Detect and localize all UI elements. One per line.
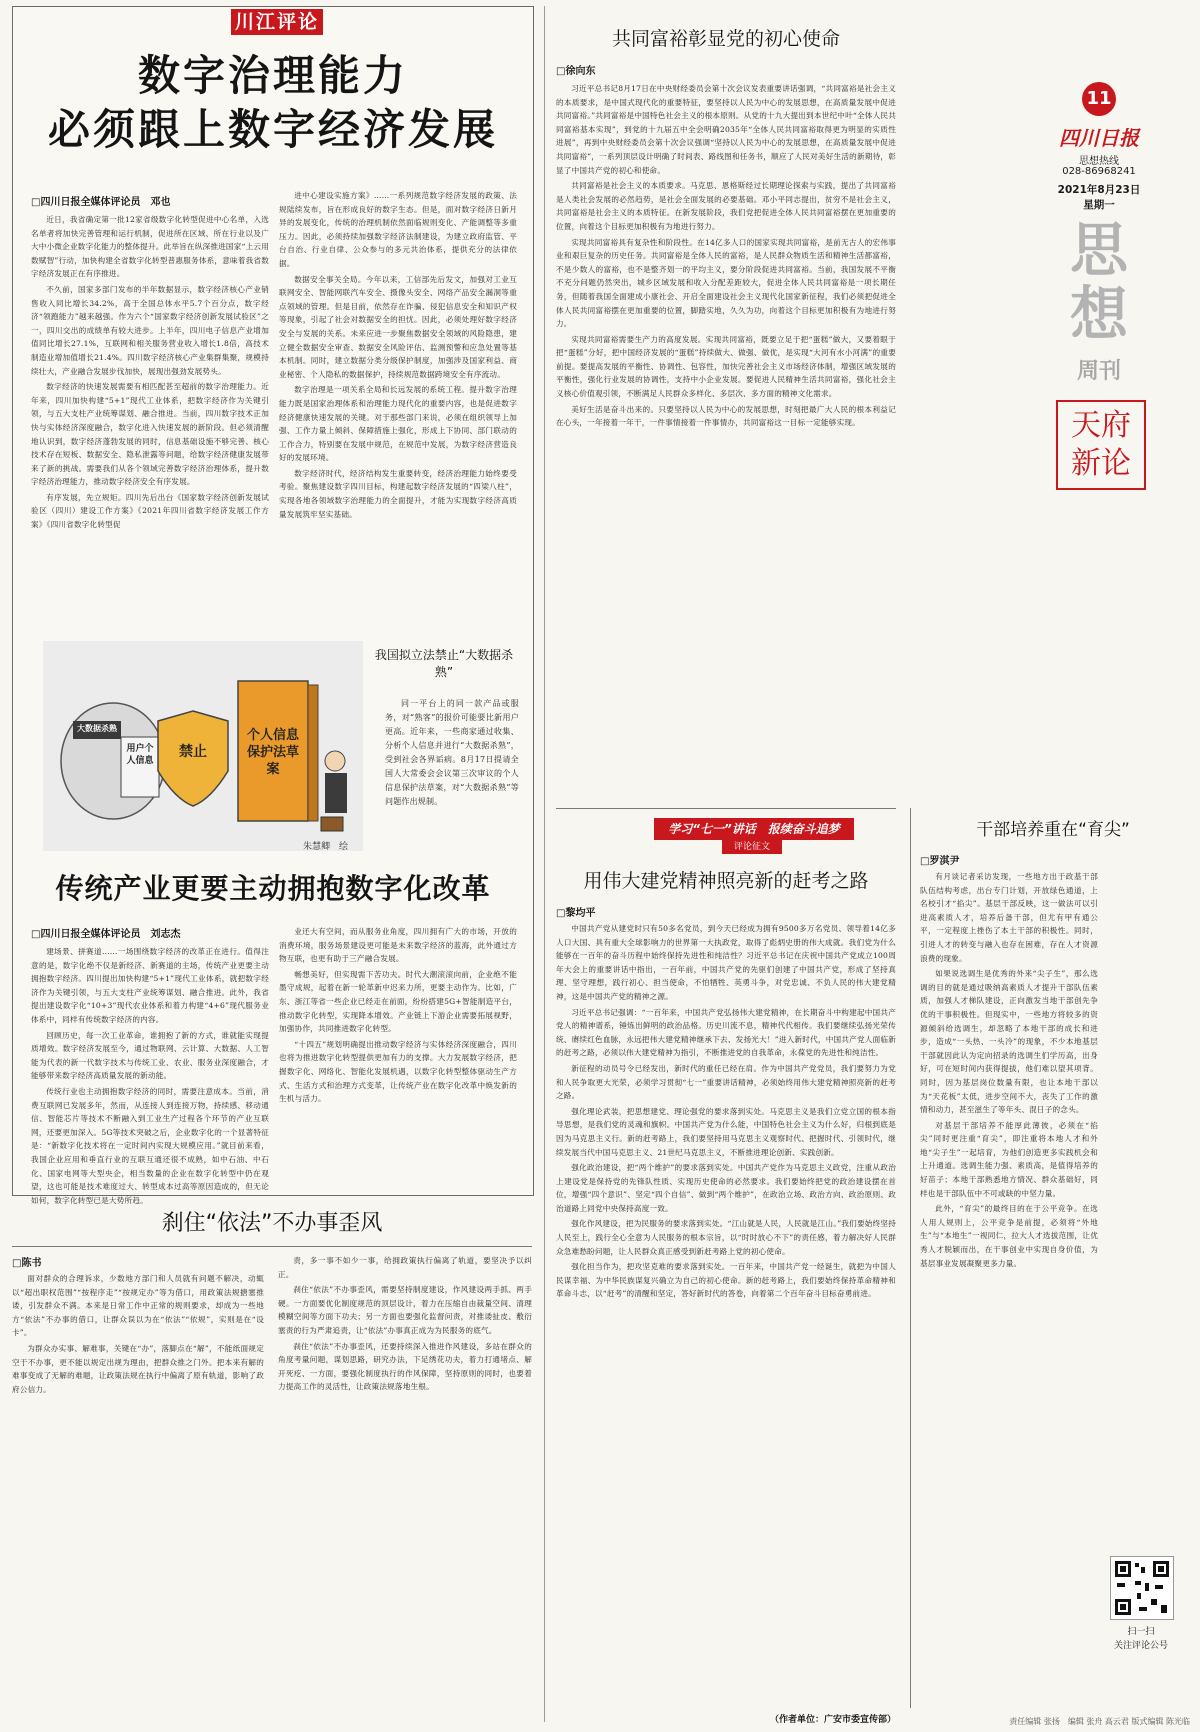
article-6-p: 如果说选调生是优秀的外来“尖子生”，那么选调的目的就是通过吸纳高素质人才提升干部队伍素质，加强人才梯队建设，正向激发当地干部创先争优的干事积极性。但现实中，一些地方将较多的资源倾斜给选调生，却忽略了本地干部的成长和进步，造成“一头热、一头冷”的现象，不少本地基层干部就因此认为定向招录的选调生们学历高，出身好，可在短时间内获得提拔，他们难以望其项背。同时，因为基层岗位数量有限，也让本地干部以为“天花板”太低，进步空间不大，丧失了工作的激情和动力，甚至滋生了等年头、混日子的念头。: [920, 969, 1098, 1115]
article-3-title: 刹住“依法”不办事歪风: [161, 1211, 383, 1236]
article-4-p: 美好生活是奋斗出来的。只要坚持以人民为中心的发展思想，时刻把最广大人民的根本利益记在心头，一年接着一年干，一件事情接着一件事情办，共同富裕这一目标一定能够实现。: [556, 404, 896, 428]
article-5-p: 中国共产党从建党时只有50多名党员，到今天已经成为拥有9500多万名党员、领导着14亿多人口大国、具有重大全球影响力的世界第一大执政党，取得了彪炳史册的伟大成就。我们党为什么能够在一百年的奋斗历程中始终保持先进性和纯洁性？习近平总书记在庆祝中国共产党成立100周年大会上的重要讲话中指出，一百年前，中国共产党的先驱们创建了中国共产党，形成了坚持真理、坚守理想，践行初心、担当使命，不怕牺牲、英勇斗争，对党忠诚、不负人民的伟大建党精神，这是中国共产党的精神之源。: [556, 924, 896, 1001]
article-2-p: 建场景、拼赛道……一场围绕数字经济的改革正在进行。值得注意的是，数字化绝不仅是新经济、新赛道的主场，传统产业更要主动拥抱数字经济。四川提出加快构建“5+1”现代工业体系，就把数字经济作为关键引领，与五大支柱产业统筹谋划、融合推进。此外，我省提出建设数字化“10+3”现代农业体系和着力构建“4+6”现代服务业体系中，同样有传统数字经济的内容。: [31, 947, 269, 1024]
article-3-p: 面对群众的合理诉求，少数地方部门和人员就有问题不解决，动辄以“超出职权范围”“按程序走”“按规定办”等为借口，用政策法规搪塞推诿，引发群众不满。本来是日常工作中正常的规则要求，却成为一些地方“依法”不办事的借口，让群众误以为在“依法”“依规”，实则是在“设卡”。: [12, 1274, 264, 1338]
article-3-author: □陈书: [12, 1258, 42, 1269]
article-3-p: 刹住“依法”不办事歪风，还要持续深入推进作风建设，多站在群众的角度考量问题，谋划思路，研究办法，下足绣花功夫，着力打通堵点、解开死疙、一方面，要强化制度执行的作风保障，坚持原则的同时，也要着力提高工作的灵活性，让政策法规落地生根。: [278, 1341, 532, 1392]
article-2-title: 传统产业更要主动拥抱数字化改革: [55, 872, 491, 905]
article-2-p: 回顾历史，每一次工业革命，谁拥抱了新的方式，谁就能实现提质增效。数字经济发展至今，通过物联网、云计算、大数据、人工智能为代表的新一代数字技术与传统工业、农业、服务业深度融合，才能够带来数字经济高质量发展的新动能。: [31, 1030, 269, 1081]
illus-credit: 朱慧卿 绘: [303, 842, 349, 852]
illus-book-title: 个人信息保护法草案: [246, 728, 299, 777]
editor-credits: 责任编辑 张扬 编辑 张舟 高云君 版式编辑 陈光临: [1009, 1717, 1190, 1726]
article-5-p: 新征程的动员号令已经发出，新时代的重任已经在肩。作为中国共产党党员，我们要努力为党和人民争取更大光荣，必须学习贯彻“七一”重要讲话精神，必须始终用伟大建党精神照亮新的赶考之路。: [556, 1063, 896, 1101]
article-4-body: [556, 82, 896, 778]
article-1-p: 数字经济时代，经济结构发生重要转变，经济治理能力始终要受考验。聚焦建设数字四川目标，构建起数字经济发展的“四梁八柱”，实现各地各领域数字治理能力的全面提升，才能为实现数字经济高质量发展筑牢坚实基础。: [279, 468, 517, 519]
article-1-p: 数字治理是一项关系全局和长远发展的系统工程。提升数字治理能力既是国家治理体系和治理能力现代化的重要内容，也是促进数字经济健康快速发展的关键。对于那些部门来说，必须在组织领导上加强、工作力量上倾斜、保障措施上强化，形成上下协同、部门联动的工作合力，特别要在发展中规范，在规范中发展，为数字经济营造良好的发展环境。: [279, 385, 517, 463]
section-big-title: 思想: [1069, 216, 1128, 348]
qr-code[interactable]: [1110, 1556, 1174, 1620]
section-sub-title: 周刊: [1076, 359, 1121, 384]
qr-code-icon: [1111, 1557, 1173, 1619]
article-5-banner-sub: 评论征文: [722, 840, 782, 854]
article-6-p: 有月谈记者采访发现，一些地方出于政基干部队伍结构考虑，出台专门计划，开放绿色通道，上名校引才“掐尖”。基层干部反映，这一做法可以引进高素质人才，培养后备干部，但尤有甲有通公平，一定程度上挫伤了本土干部的积极性。同时，引进人才的转变与融入也存在困难，存在人才资源浪费的现象。: [920, 872, 1098, 963]
article-3-col2: [278, 1254, 532, 1722]
article-1-p: 近日，我省确定第一批12家省级数字化转型促进中心名单，入选名单者将加快完善管理和运行机制，促进所在区域、所在行业以及广大中小微企业数字化能力的整体提升。此举旨在纵深推进国家“上云用数赋智”行动，加快构建全省数字化转型普惠服务体系，意味着我省数字经济发展正在有序推进。: [31, 215, 269, 279]
article-4-p: 习近平总书记8月17日在中央财经委员会第十次会议发表重要讲话强调，“共同富裕是社会主义的本质要求，是中国式现代化的重要特征，要坚持以人民为中心的发展思想，在高质量发展中促进共同富裕。”共同富裕是中国特色社会主义的根本原则。从党的十九大提出到本世纪中叶“全体人民共同富裕基本实现”，到党的十九届五中全会明确2035年“全体人民共同富裕取得更为明显的实质性进展”，再到中央财经委员会第十次会议强调“坚持以人民为中心的发展思想，在高质量发展中促进共同富裕”，一系列顶层设计明确了时间表、路线图和任务书，顺应了人民对美好生活的新期待，彰显了中国共产党的初心和使命。: [556, 84, 896, 175]
article-5-author: □黎均平: [556, 908, 596, 919]
qr-caption-1: 扫一扫: [1127, 1627, 1155, 1637]
article-1-col2: [279, 189, 517, 603]
illus-side-text: 同一平台上的同一款产品或服务，对“熟客”的报价可能要比新用户更高。近年来，一些商家通过收集、分析个人信息并进行“大数据杀熟”，受到社会各界诟病。8月17日提请全国人大常委会会议第三次审议的个人信息保护法草案，对“大数据杀熟”等问题作出规制。: [385, 699, 519, 806]
article-1-p: 有序发展，先立规矩。四川先后出台《国家数字经济创新发展试验区（四川）建设工作方案》《2021年四川省数字经济发展工作方案》《四川省数字化转型促: [31, 492, 269, 530]
article-3-p: 为群众办实事、解难事，关键在“办”，落脚点在“解”，不能纸面规定空于不办事，更不能以规定出规为理由，把群众推之门外。把本来有解的难事变成了无解的难题，让政策法规在执行中偏离了原有轨道，影响了政府公信力。: [12, 1343, 264, 1394]
masthead: [1020, 82, 1178, 552]
article-3-p: 刹住“依法”不办事歪风，需要坚持制度建设，作风建设两手抓、两手硬。一方面要优化制度规范的顶层设计，着力在压缩自由裁量空间、清理模糊空间等方面下功夫；另一方面也要强化监督问责，对推诿扯皮、敷衍塞责的行为严肃追责，让“依法”办事真正成为为民服务的底气。: [278, 1285, 532, 1335]
illus-left-sign: 大数据杀熟: [77, 724, 117, 733]
article-4-p: 实现共同富裕具有复杂性和阶段性。在14亿多人口的国家实现共同富裕，是前无古人的宏伟事业和艰巨复杂的历史任务。共同富裕是全体人民的富裕，是人民群众物质生活和精神生活都富裕，不是少数人的富裕，也不是整齐划一的平均主义，要分阶段促进共同富裕。当前，我国发展不平衡不充分问题仍然突出，城乡区域发展和收入分配差距较大，促进全体人民共同富裕是一项长期任务，但随着我国全面建成小康社会、开启全面建设社会主义现代化国家新征程，我们必须把促进全体人民共同富裕摆在更加重要的位置，脚踏实地，久久为功，向着这个目标更加积极有为地进行努力。: [556, 237, 896, 329]
page-number-badge: [1082, 82, 1116, 116]
article-2-col2: [279, 925, 517, 1187]
article-2-col1: [31, 945, 269, 1205]
paper-name: 四川日报: [1059, 126, 1139, 150]
article-5-p: 习近平总书记强调：“一百年来，中国共产党弘扬伟大建党精神，在长期奋斗中构建起中国共产党人的精神谱系，锤炼出鲜明的政治品格。历史川流不息，精神代代相传。我们要继续弘扬光荣传统、赓续红色血脉，永远把伟大建党精神继承下去、发扬光大！”进入新时代，中国共产党人面临新的赶考之路，必须以伟大建党精神为指引，不断推进党的自我革命，永葆党的先进性和纯洁性。: [556, 1007, 896, 1058]
article-1-p: 数字经济的快速发展需要有相匹配甚至超前的数字治理能力。近年来，四川加快构建“5+1”现代工业体系，把数字经济作为关键引领，与五大支柱产业统筹谋划、融合推进。当前，四川数字技术正加快与实体经济深度融合，数字化进入快速发展的新阶段。但必须清醒地认识到，数字经济蓬勃发展的同时，信息基础设施不够完善、核心技术存在短板、数据安全、隐私泄露等问题，给数字经济健康发展带来了新的挑战。需要我们从各个领域完善数字经济治理体系，提升数字经济治理能力，推动数字经济安全有序发展。: [31, 382, 269, 487]
article-2-p: 传统行业也主动拥抱数字经济的同时，需要注意成本。当前，消费互联网已发展多年，然而，从连接人到连接万物，持续感、移动通信、智能芯片等技术不断融入到工业生产过程各个环节的产业互联网，还要更加深入。5G等技术突破之后，企业数字化的一个显著特征是：“新数字化技术将在一定时间内实现大规模应用。”就目前来看，我国企业应用和垂直行业的互联互通还很不成熟，如中石油、中石化、国家电网等大型央企，相当数量的企业在数字化转型中仍在观望，这也可能是技术难度过大、转型成本过高等原因造成的，但无论如何，数字化转型已是大势所趋。: [31, 1086, 269, 1205]
article-5-p: 强化理论武装，把思想建党、理论强党的要求落到实处。马克思主义是我们立党立国的根本指导思想，是我们党的灵魂和旗帜。中国共产党为什么能，中国特色社会主义为什么好，归根到底是因为马克思主义行。新的赶考路上，我们要坚持用马克思主义观察时代、把握时代、引领时代，继续发展当代中国马克思主义、21世纪马克思主义，不断推进理论创新、实践创新。: [556, 1106, 896, 1157]
article-1-col1: [31, 213, 269, 603]
article-4-p: 实现共同富裕需要生产力的高度发展。实现共同富裕，既要立足于把“蛋糕”做大，又要着眼于把“蛋糕”分好，把中国经济发展的“蛋糕”持续做大、做强、做优，是实现“大河有水小河满”的重要前提。要提高发展的平衡性、协调性、包容性，加快完善社会主义市场经济体制，增强区域发展的平衡性，强化行业发展的协调性，支持中小企业发展。要促进人民精神生活共同富裕，强化社会主义核心价值观引领，不断满足人民群众多样化、多层次、多方面的精神文化需求。: [556, 334, 896, 399]
article-5-top-rule: [556, 808, 896, 809]
article-1-tag: 川江评论: [231, 9, 323, 35]
article-5-footer-note: （作者单位：广安市委宣传部）: [769, 1715, 896, 1725]
article-2-p: 畅想美好，但实现需下苦功夫。时代大潮滚滚向前，企业绝不能墨守成规，起着在新一轮革新中迟来力所，更要主动作为。比如，广东、浙江等省一些企业已经走在前面，纷纷搭建5G+智能制造平台，推动数字化转型，实现降本增效。产业链上下游企业需要拓展视野，加强协作，共同推进数字化转型。: [279, 969, 517, 1034]
hotline-label: 思想热线: [1079, 156, 1119, 167]
article-2-p: 业还大有空间，而从服务业角度，四川拥有广大的市场，开放的消费环境，服务场景建设更可能是未来数字经济的蓝海，此外通过方物互联，也更有助于三产融合发展。: [279, 927, 517, 964]
page-number: 11: [1086, 88, 1112, 109]
article-1-title-line1: 数字治理能力: [137, 51, 408, 100]
article-6-body: [920, 870, 1098, 1704]
column-logo: [1056, 400, 1146, 490]
article-4-title: 共同富裕彰显党的初心使命: [611, 28, 840, 50]
illus-stop-sign: 禁止: [179, 744, 207, 760]
article-1-p: 进中心建设实施方案》……一系列规范数字经济发展的政策、法规陆续发布，旨在形成良好的数字生态。但是，面对数字经济日新月异的发展变化，传统的治理机制依然面临规则变化、产能调整等多重压力。因此，必须持续加强数字经济法制建设，为建立政府监管、平台自治、行业自律、公众参与的多元共治体系，提供充分的法律依据。: [279, 191, 517, 268]
article-2-author: □四川日报全媒体评论员 刘志杰: [31, 929, 181, 940]
column-logo-text: 天府新论: [1071, 408, 1131, 481]
article-4-author: □徐向东: [556, 66, 596, 77]
article-1-box: [12, 6, 534, 1205]
article-3-rule: [12, 1246, 532, 1247]
article-5-body: [556, 922, 896, 1710]
article-5-title: 用伟大建党精神照亮新的赶考之路: [583, 870, 869, 892]
article-1-title-line2: 必须跟上数字经济发展: [47, 105, 498, 154]
article-1-author: □四川日报全媒体评论员 邓也: [31, 197, 171, 208]
article-4-p: 共同富裕是社会主义的本质要求。马克思、恩格斯经过长期理论探索与实践，提出了共同富裕是人类社会发展的必然趋势，是社会全面发展的必要基础。邓小平同志提出，贫穷不是社会主义，共同富裕是社会主义的本质特征。在新发展阶段，我们党把促进全体人民共同富裕摆在更加重要的位置，向着这个目标更加积极有为地进行努力。: [556, 181, 896, 231]
issue-weekday: 星期一: [1083, 199, 1115, 211]
article-6-author: □罗淇尹: [920, 856, 960, 867]
article-2-p: “十四五”规划明确提出推动数字经济与实体经济深度融合，四川也将为推进数字化转型提供更加有力的支撑。大力发展数字经济，把握数字化、网络化、智能化发展机遇，以数字化转型整体驱动生产方式、生活方式和治理方式变革，让传统产业在数字化改革中焕发新的生机与活力。: [279, 1039, 517, 1104]
article-1-p: 数据安全事关全局。今年以来，工信部先后发文，加强对工业互联网安全、智能网联汽车安全、摄像头安全、网络产品安全漏洞等重点领域的管理。但是目前，依然存在诈骗、侵犯信息安全和知识产权等现象，引起了社会对数据安全的担忧。因此，必须处理好数字经济安全与发展的关系。未来应进一步聚焦数据安全领域的风险隐患，建立健全数据安全审查、数据安全风险评估、监测预警和应急处置等基本机制。同时，建立数据分类分级保护制度，加强涉及国家利益、商业秘密、个人隐私的数据保护，持续规范数据跨境安全有序流动。: [279, 274, 517, 379]
article-6-p: 对基层干部培养不能厚此薄彼，必须在“掐尖”同时更注重“育尖”，即注重将本地人才和外地“尖子生”一起培育，为他们创造更多实践机会和上升通道。选调生能力强、素质高，是值得培养的好苗子；本地干部熟悉地方情况、群众基础好，同样也是干部队伍中不可或缺的中坚力量。: [920, 1120, 1098, 1198]
qr-caption-2: 关注评论公号: [1113, 1641, 1168, 1651]
article-1-p: 不久前，国家多部门发布的半年数据显示，数字经济核心产业销售收入同比增长34.2%，高于全国总体水平5.7个百分点，数字经济“领跑能力”越来越强。作为六个“国家数字经济创新发展试验区”之一，四川交出的成绩单有较大进步。上半年，四川电子信息产业增加值同比增长27.1%，互联网和相关服务营业收入增长1.8倍，高技术制造业增加值增长21.4%。四川数字经济核心产业集群集聚，规模持续壮大，产业融合发展步伐加快，展现出强劲发展势头。: [31, 284, 269, 376]
hotline-number: 028-86968241: [1062, 166, 1136, 177]
illus-side-title: 我国拟立法禁止“大数据杀熟”: [374, 648, 514, 679]
article-6-p: 此外，“育尖”的最终目的在于公平竞争。在选人用人规则上，公平竞争是前提，必须将“外地生”与“本地生”一视同仁，拉大人才选拔范围，让优秀人才脱颖而出，在干事创业中实现自身价值，为基层事业发展凝聚更多力量。: [920, 1204, 1098, 1268]
article-6-title: 干部培养重在“育尖”: [976, 820, 1130, 840]
article-5-p: 强化政治建设，把“两个维护”的要求落到实处。中国共产党作为马克思主义政党，注重从政治上建设党是保持党的先锋队性质、实现历史使命的必然要求。我们要始终把党的政治建设摆在首位，增强“四个意识”、坚定“四个自信”、做到“两个维护”，在政治立场、政治方向、政治原则、政治道路上同党中央保持高度一致。: [556, 1163, 896, 1213]
illus-right-sign: 用户个人信息: [126, 744, 154, 766]
article-3-col1: [12, 1272, 264, 1722]
article-6-rule: [910, 808, 911, 1708]
cartoon-illustration: [43, 641, 363, 851]
article-3-p: 责，多一事不如少一事，给拥政策执行偏离了轨道，要坚决予以纠正。: [278, 1256, 532, 1279]
article-5-p: 强化担当作为，把攻坚克难的要求落到实处。一百年来，中国共产党一经诞生，就把为中国人民谋幸福、为中华民族谋复兴确立为自己的初心使命。新的赶考路上，我们要始终保持革命精神和革命斗志，以“赶考”的清醒和坚定，答好新时代的答卷，向着第二个百年奋斗目标奋勇前进。: [556, 1262, 896, 1299]
article-5-banner: 学习“七一”讲话 报续奋斗追梦: [654, 818, 854, 840]
issue-date: 2021年8月23日: [1057, 184, 1141, 196]
article-5-p: 强化作风建设，把为民服务的要求落到实处。“江山就是人民，人民就是江山。”我们要始终坚持人民至上，践行全心全意为人民服务的根本宗旨，以“时时放心不下”的责任感，着力解决好人民群众急难愁盼问题，让人民群众真正感受到新赶考路上党的初心使命。: [556, 1219, 896, 1256]
column-divider: [544, 6, 545, 1722]
